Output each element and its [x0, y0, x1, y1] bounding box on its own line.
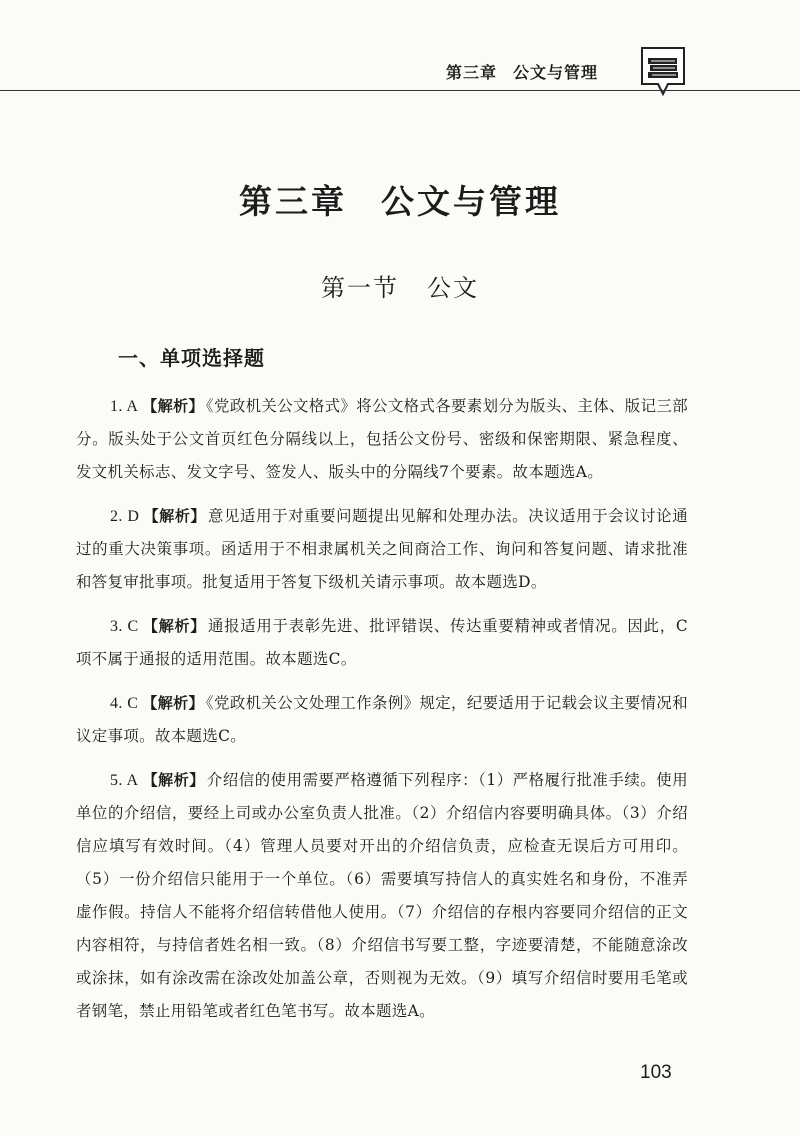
header-rule: [0, 90, 800, 91]
answer-number: 4. C: [110, 695, 139, 712]
answer-number: 5. A: [110, 772, 139, 789]
answer-text: 《党政机关公文格式》将公文格式各要素划分为版头、主体、版记三部分。版头处于公文首页红色分隔线以上，包括公文份号、密级和保密期限、紧急程度、发文机关标志、发文字号、签发人、版头中的分隔线7个要素。故本题选A。: [76, 397, 688, 481]
page-number: 103: [640, 1062, 672, 1083]
chapter-name: 公文与管理: [381, 182, 561, 221]
answer-item: [76, 610, 688, 676]
analysis-tag: 【解析】: [143, 507, 207, 525]
answer-number: 2. D: [110, 508, 140, 525]
section-title: [0, 268, 800, 303]
answer-text: 通报适用于表彰先进、批评错误、传达重要精神或者情况。因此，C项不属于通报的适用范围。故本题选C。: [76, 617, 689, 668]
answer-text: 《党政机关公文处理工作条例》规定，纪要适用于记载会议主要情况和议定事项。故本题选C。: [76, 694, 688, 745]
running-head: [446, 60, 598, 83]
subsection-title: 一、单项选择题: [118, 346, 265, 370]
running-head-chapter: 第三章: [446, 63, 498, 82]
answer-item: [76, 500, 688, 599]
answer-number: 1. A: [110, 398, 139, 415]
analysis-tag: 【解析】: [142, 397, 204, 415]
analysis-tag: 【解析】: [142, 694, 204, 712]
analysis-tag: 【解析】: [142, 771, 205, 789]
answer-list: [76, 390, 688, 1039]
answer-text: 意见适用于对重要问题提出见解和处理办法。决议适用于会议讨论通过的重大决策事项。函适用于不相隶属机关之间商洽工作、询问和答复问题、请求批准和答复审批事项。批复适用于答复下级机关请示事项。故本题选D。: [76, 507, 688, 591]
answer-number: 3. C: [110, 618, 139, 635]
running-head-title: 公文与管理: [513, 63, 599, 82]
answer-item: [76, 764, 688, 1028]
chapter-number: 第三章: [239, 182, 347, 221]
section-number: 第一节: [321, 274, 399, 302]
answer-text: 介绍信的使用需要严格遵循下列程序：（1）严格履行批准手续。使用单位的介绍信，要经上司或办公室负责人批准。（2）介绍信内容要明确具体。（3）介绍信应填写有效时间。（4）管理人员要对开出的介绍信负责，应检查无误后方可用印。（5）一份介绍信只能用于一个单位。（6）需要填写持信人的真实姓名和身份，不准弄虚作假。持信人不能将介绍信转借他人使用。（7）介绍信的存根内容要同介绍信的正文内容相符，与持信者姓名相一致。（8）介绍信书写要工整，字迹要清楚，不能随意涂改或涂抹，如有涂改需在涂改处加盖公章，否则视为无效。（9）填写介绍信时要用毛笔或者钢笔，禁止用铅笔或者红色笔书写。故本题选A。: [76, 771, 688, 1020]
page-header: [0, 0, 800, 100]
analysis-tag: 【解析】: [142, 617, 206, 635]
chapter-title: [0, 176, 800, 223]
answer-item: [76, 390, 688, 489]
answer-item: [76, 687, 688, 753]
section-name: 公文: [427, 274, 479, 302]
